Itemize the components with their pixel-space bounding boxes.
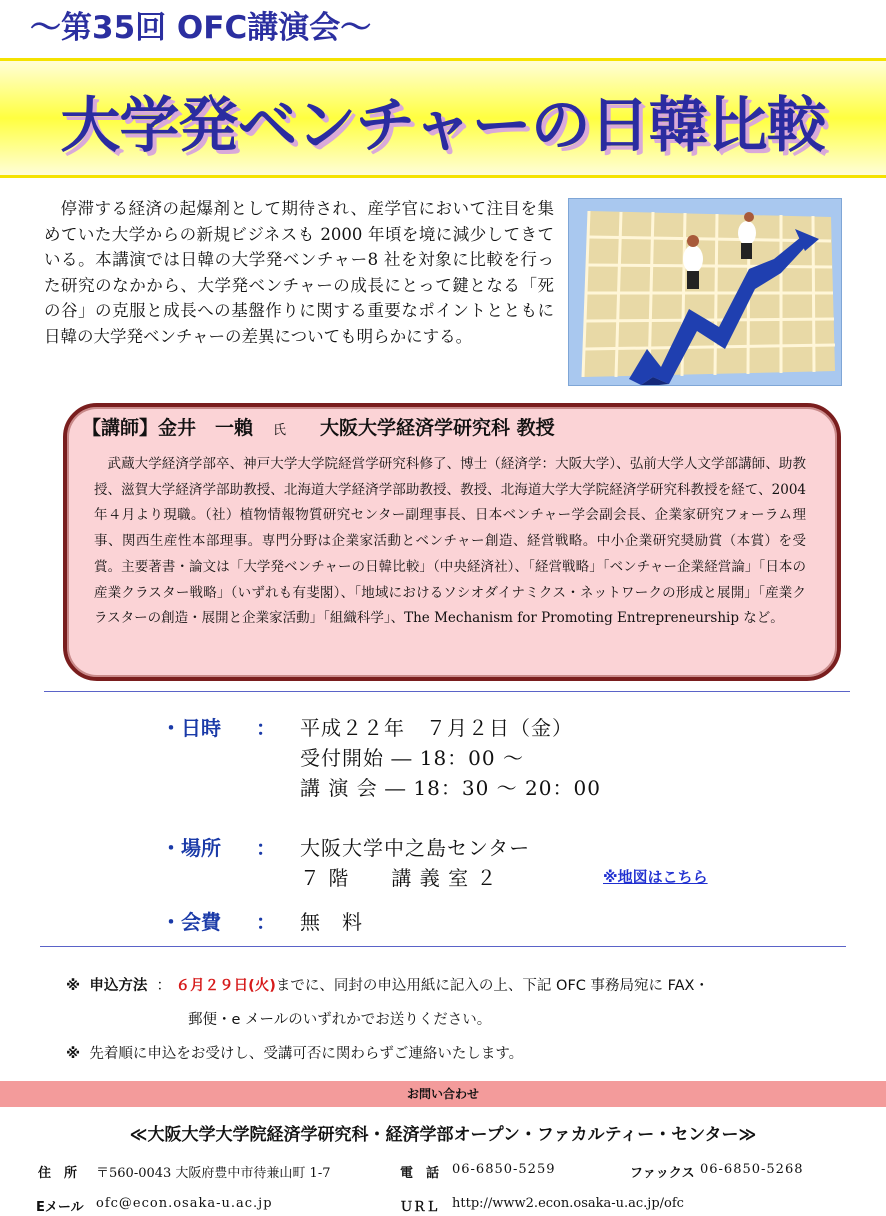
divider-bottom	[40, 946, 846, 947]
note-mark-2: ※	[66, 1046, 81, 1062]
intro-paragraph: 停滞する経済の起爆剤として期待され、産学官において注目を集めていた大学からの新規ビジネスも 2000 年頃を境に減少してきている。本講演では日韓の大学発ベンチャー8 社を対象に比較を行った研究のなかから、大学発ベンチャーの成長にとって鍵となる「死の谷」の克服と成長への基盤作りに関する重要なポイントとともに日韓の大学発ベンチャーの差異についても明らかにする。	[44, 199, 554, 346]
apply-text-1: までに、同封の申込用紙に記入の上、下記 OFC 事務局宛に FAX・	[275, 978, 709, 994]
email-value[interactable]: ofc@econ.osaka-u.ac.jp	[96, 1196, 273, 1211]
first-come-text: 先着順に申込をお受けし、受講可否に関わらずご連絡いたします。	[89, 1046, 524, 1062]
organization-name: ≪大阪大学大学院経済学研究科・経済学部オープン・ファカルティー・センター≫	[129, 1125, 757, 1145]
date-colon: ：	[256, 716, 276, 740]
map-link[interactable]: ※地図はこちら	[603, 868, 708, 886]
place-colon: ：	[256, 836, 276, 860]
fee-value: 無 料	[300, 910, 363, 934]
place-name: 大阪大学中之島センター	[300, 836, 531, 860]
date-value: 平成２２年 ７月２日（金）	[300, 716, 573, 740]
tel-value: 06-6850-5259	[452, 1162, 556, 1177]
lecture-title: 大学発ベンチャーの日韓比較	[60, 91, 826, 161]
note-mark: ※	[66, 978, 81, 994]
reception-time: 受付開始 ― 18：00 ～	[300, 746, 524, 770]
address-value: 〒560-0043 大阪府豊中市待兼山町 1-7	[96, 1166, 331, 1181]
place-label: ・場所	[161, 836, 221, 860]
contact-bar: お問い合わせ	[0, 1081, 886, 1107]
apply-colon: ：	[156, 978, 172, 994]
lecturer-heading	[82, 413, 555, 440]
place-room: ７ 階 講 義 室 ２	[300, 866, 498, 890]
growth-chart-image	[569, 199, 841, 385]
fax-value: 06-6850-5268	[700, 1162, 804, 1177]
fee-label: ・会費	[161, 910, 221, 934]
date-label: ・日時	[161, 716, 221, 740]
title-band-top-line	[0, 58, 886, 61]
fee-colon: ：	[256, 910, 276, 934]
lecturer-label: 【講師】	[82, 417, 159, 439]
lecturer-bio: 武蔵大学経済学部卒、神戸大学大学院経営学研究科修了、博士（経済学：大阪大学）、弘前大学人文学部講師、助教授、滋賀大学経済学部助教授、北海道大学経済学部助教授、教授、北海道大学大学院経済学研究科教授を経て、2004 年４月より現職。（社）植物情報物質研究センター副理事長、日本ベンチャー学会副会長、企業家研究フォーラム理事、関西生産性本部理事。専門分野は企業家活動とベンチャー創造、経営戦略。中小企業研究奨励賞（本賞）を受賞。主要著書・論文は「大学発ベンチャーの日韓比較」（中央経済社）、「経営戦略」「ベンチャー企業経営論」「日本の産業クラスター戦略」（いずれも有斐閣）、「地域におけるソシオダイナミクス・ネットワークの形成と展開」「産業クラスターの創造・展開と企業家活動」「組織科学」、The Mechanism for Promoting Entrepreneurship など。	[94, 456, 806, 627]
business-growth-illustration	[568, 198, 842, 386]
divider-top	[44, 691, 850, 692]
url-value[interactable]: http://www2.econ.osaka-u.ac.jp/ofc	[452, 1196, 684, 1211]
fax-label: ファックス	[630, 1166, 695, 1181]
series-title: 〜第35回 OFC講演会〜	[30, 10, 372, 46]
lecturer-honorific: 氏	[273, 423, 287, 438]
lecturer-name: 金井 一賴	[158, 417, 254, 439]
apply-text-2: 郵便・e メールのいずれかでお送りください。	[188, 1012, 492, 1028]
application-note	[66, 974, 709, 995]
first-come-note	[66, 1042, 523, 1063]
url-label: ＵＲＬ	[400, 1200, 440, 1215]
lecturer-affiliation: 大阪大学経済学研究科 教授	[320, 417, 555, 439]
title-band-bottom-line	[0, 175, 886, 178]
lecture-time: 講 演 会 ― 18：30 ～ 20：00	[300, 776, 601, 800]
tel-label: 電 話	[400, 1166, 440, 1181]
email-label: Eメール	[36, 1200, 84, 1215]
apply-label: 申込方法	[89, 978, 148, 994]
apply-deadline: ６月２９日(火)	[175, 978, 276, 994]
address-label: 住 所	[38, 1166, 78, 1181]
